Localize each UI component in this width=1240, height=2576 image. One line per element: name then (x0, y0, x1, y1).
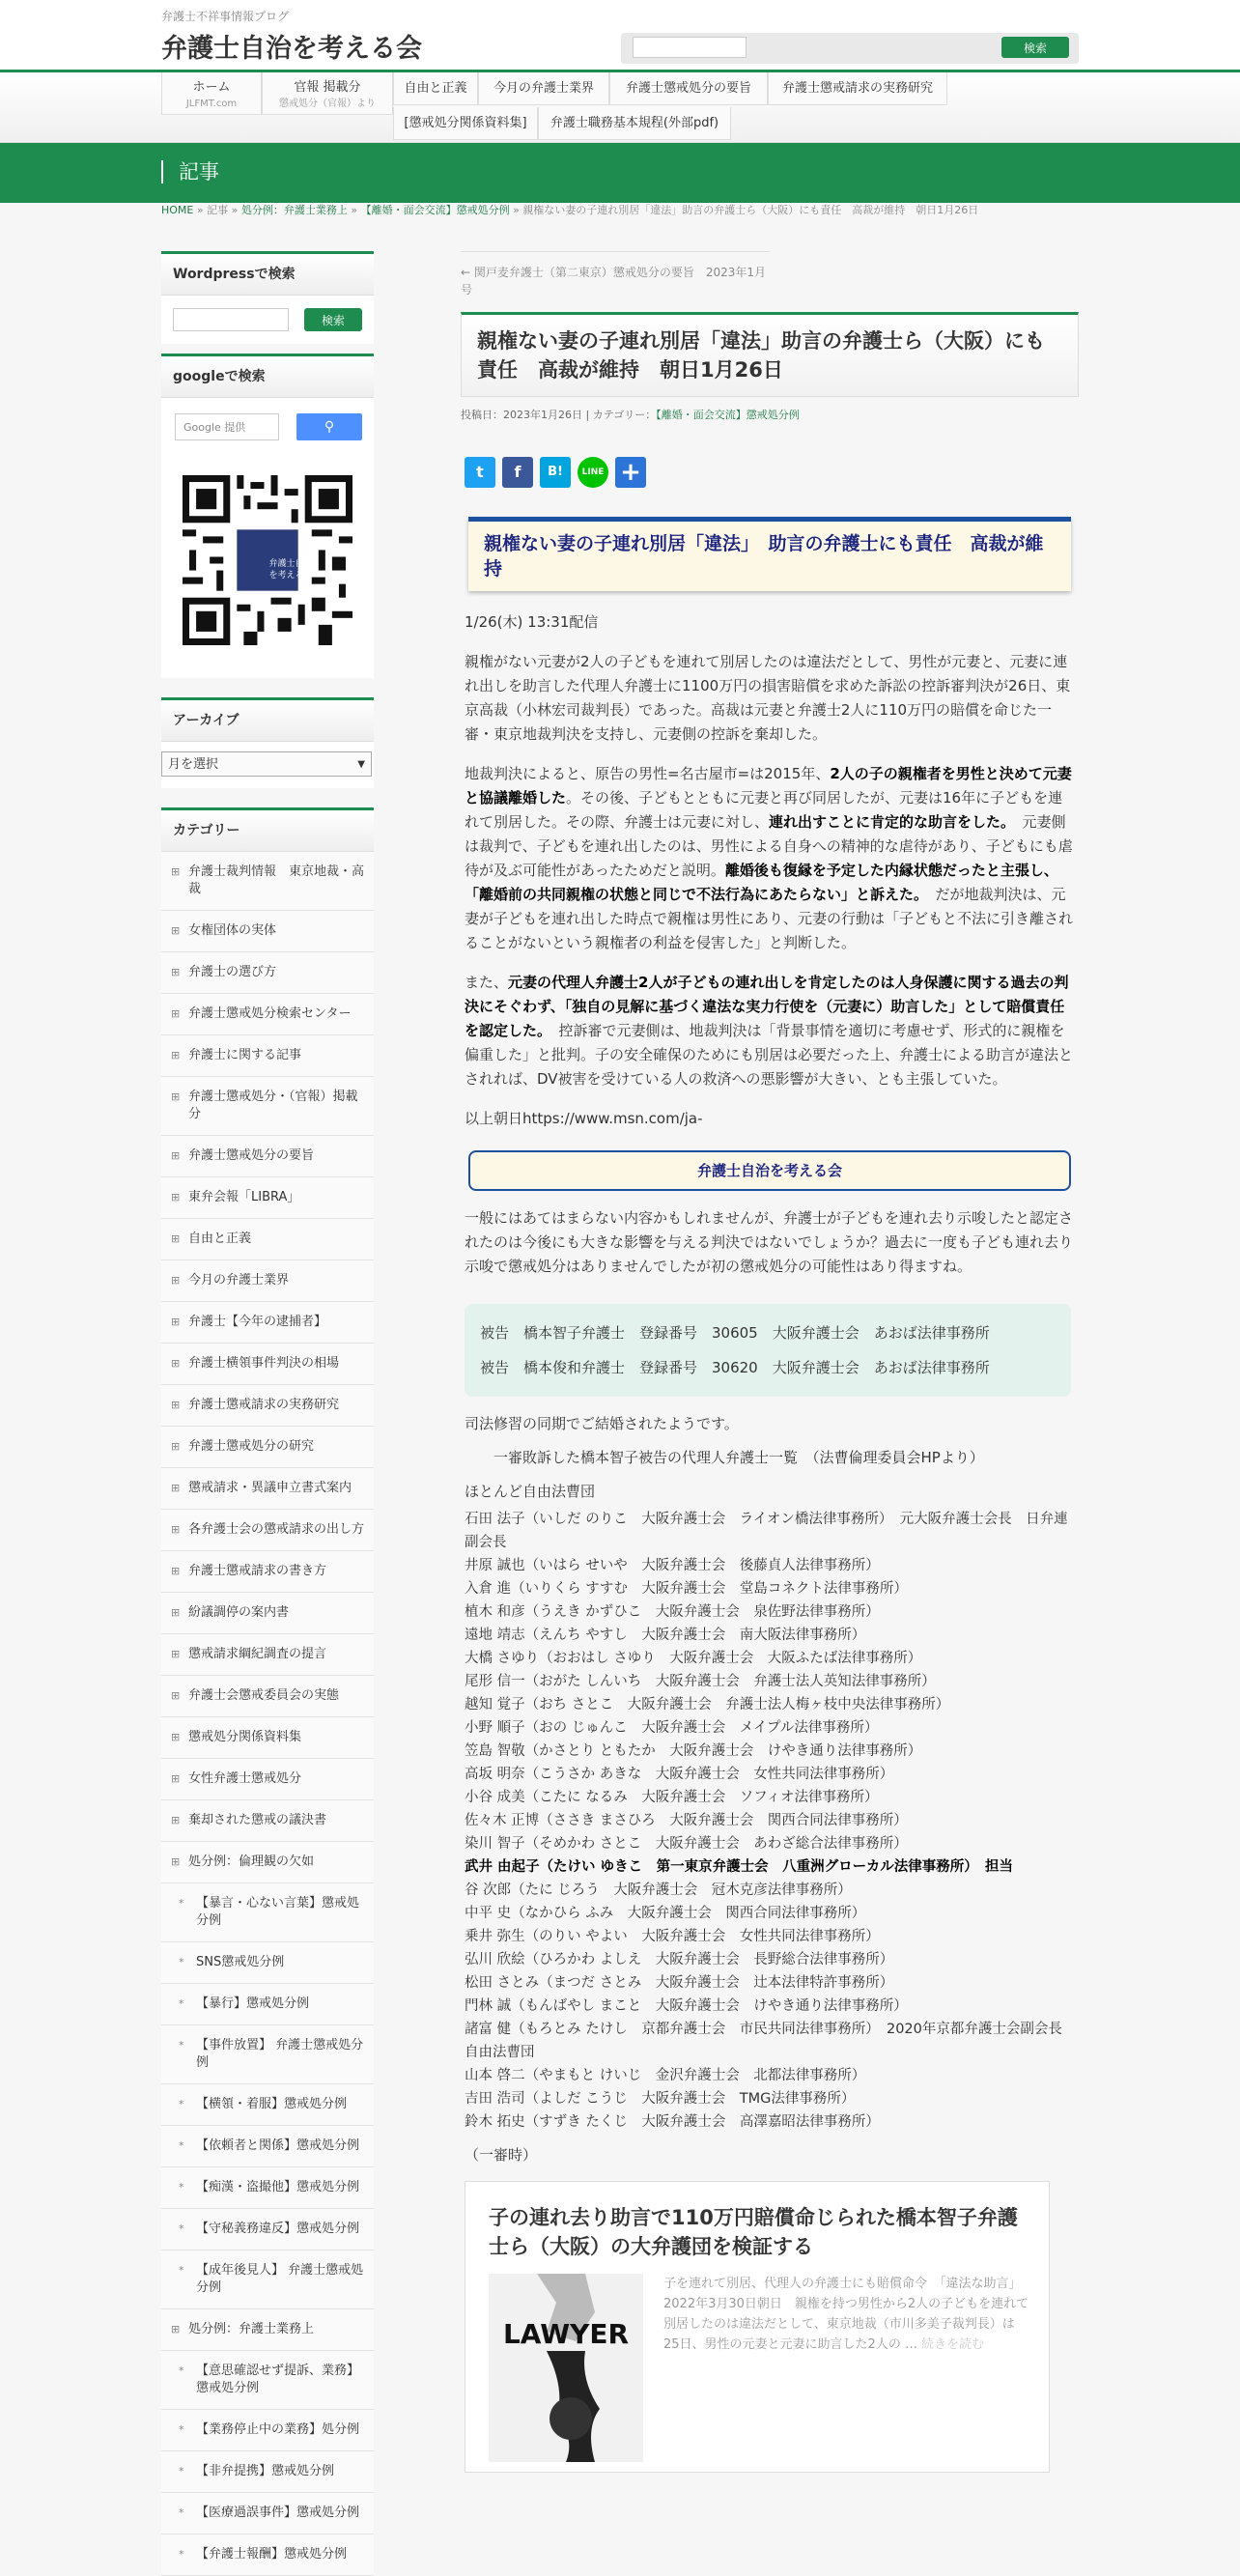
defendant-line: 被告 橋本智子弁護士 登録番号 30605 大阪弁護士会 あおば法律事務所 (480, 1324, 990, 1342)
crumb-cat2[interactable]: 【離婚・面会交流】懲戒処分例 (360, 204, 510, 216)
lawyer-list-item: 武井 由起子（たけい ゆきこ 第一東京弁護士会 八重洲グローカル法律事務所） 担当 (465, 1859, 1014, 1875)
site-name-pill: 弁護士自治を考える会 (468, 1150, 1071, 1191)
category-item[interactable]: * 【意思確認せず提訴、業務】懲戒処分例 (161, 2351, 374, 2410)
category-item[interactable]: ⊞ 弁護士の選び方 (161, 952, 374, 994)
lawyer-list-item: 小谷 成美（こたに なるみ 大阪弁護士会 ソフィオ法律事務所） (465, 1790, 879, 1805)
category-item[interactable]: ⊞ 懲戒請求綱紀調査の提言 (161, 1634, 374, 1676)
category-item[interactable]: ⊞ 紛議調停の案内書 (161, 1593, 374, 1634)
category-item[interactable]: * 【横領・着服】懲戒処分例 (161, 2084, 374, 2126)
category-item[interactable]: ⊞ 自由と正義 (161, 1219, 374, 1260)
lawyer-list-item: 弘川 欣絵（ひろかわ よしえ 大阪弁護士会 長野総合法律事務所） (465, 1952, 894, 1967)
read-more-link[interactable]: 続きを読む (921, 2337, 985, 2352)
category-item[interactable]: * 【守秘義務違反】懲戒処分例 (161, 2209, 374, 2250)
p2-text: 元妻側は裁判で、子どもを連れ出したのは、男性による自身への精神的な虐待があり、子どもにも虐待が及ぶ可能性があったためだと説明。 (465, 813, 1073, 879)
category-item[interactable]: * 【暴言・心ない言葉】懲戒処分例 (161, 1883, 374, 1942)
category-item[interactable]: * SNS懲戒処分例 (161, 1942, 374, 1984)
article (461, 251, 1079, 2473)
p3-text: また、 (465, 974, 509, 991)
p2-text: 地裁判決によると、原告の男性=名古屋市=は2015年、 (465, 765, 831, 782)
category-item[interactable]: ⊞ 弁護士裁判情報 東京地裁・高裁 (161, 852, 374, 911)
google-search-box (161, 398, 374, 678)
category-item[interactable]: ⊞ 弁護士懲戒請求の書き方 (161, 1551, 374, 1593)
archive-title: アーカイブ (161, 697, 374, 742)
nav-kitei[interactable]: 弁護士職務基本規程(外部pdf) (538, 107, 731, 140)
source-line: 以上朝日https://www.msn.com/ja- (465, 1110, 703, 1127)
header-search-input[interactable] (633, 37, 747, 58)
site-tagline: 弁護士不祥事情報ブログ (161, 10, 290, 23)
google-search-input[interactable]: Google 提供 (175, 413, 279, 440)
plus-icon: + (620, 458, 641, 487)
search-icon: ⚲ (324, 419, 335, 435)
crumb-sep: » (351, 204, 358, 216)
lawyer-list-item: 佐々木 正博（ささき まさひろ 大阪弁護士会 関西合同法律事務所） (465, 1813, 908, 1828)
lawyer-list-item: 石田 法子（いしだ のりこ 大阪弁護士会 ライオン橋法律事務所） 元大阪弁護士会長 日弁連副会長 (465, 1512, 1068, 1550)
category-item[interactable]: ⊞ 懲戒請求・異議申立書式案内 (161, 1468, 374, 1510)
defendants-box (465, 1304, 1071, 1397)
sidebar (161, 251, 374, 2576)
category-item[interactable]: ⊞ 弁護士に関する記事 (161, 1035, 374, 1077)
crumb-articles: 記事 (207, 204, 229, 216)
lawyer-list-item: 越知 覚子（おち さとこ 大阪弁護士会 弁護士法人梅ヶ枝中央法律事務所） (465, 1697, 950, 1713)
lawyer-list-item: 鈴木 拓史（すずき たくじ 大阪弁護士会 高澤嘉昭法律事務所） (465, 2114, 880, 2130)
share-buttons (461, 457, 1079, 492)
article-title: 親権ない妻の子連れ別居「違法」助言の弁護士ら（大阪）にも責任 高裁が維持 朝日1月26日 (461, 312, 1079, 397)
category-item[interactable]: * 【非弁提携】懲戒処分例 (161, 2451, 374, 2493)
hatena-icon: B! (548, 465, 563, 479)
article-headline: 親権ない妻の子連れ別居「違法」 助言の弁護士にも責任 高裁が維持 (468, 517, 1071, 591)
lawyer-image-text: LAWYER (502, 2318, 630, 2350)
nav-kanpo[interactable] (262, 72, 393, 115)
category-item[interactable]: ⊞ 各弁護士会の懲戒請求の出し方 (161, 1510, 374, 1551)
category-item[interactable]: * 【依頼者と関係】懲戒処分例 (161, 2126, 374, 2167)
category-item[interactable]: ⊞ 懲戒処分関係資料集 (161, 1717, 374, 1759)
related-post-image[interactable] (489, 2274, 643, 2462)
lawyer-list-item: 諸富 健（もろとみ たけし 京都弁護士会 市民共同法律事務所） 2020年京都弁護士会副会長 自由法曹団 (465, 2022, 1077, 2060)
line-share-button[interactable] (578, 457, 608, 488)
lawyer-list-item: 植木 和彦（うえき かずひこ 大阪弁護士会 泉佐野法律事務所） (465, 1604, 880, 1620)
nav-jiyu[interactable]: 自由と正義 (393, 72, 478, 105)
lawyer-list-item: 入倉 進（いりくら すすむ 大阪弁護士会 堂島コネクト法律事務所） (465, 1581, 908, 1597)
related-post-card[interactable] (465, 2181, 1050, 2473)
banner-title: 記事 (161, 160, 219, 184)
lawyer-list-item: 松田 さとみ（まつだ さとみ 大阪弁護士会 辻本法律特許事務所） (465, 1975, 894, 1991)
wp-search-title: Wordpressで検索 (161, 251, 374, 296)
category-item[interactable]: ⊞ 処分例：倫理観の欠如 (161, 1842, 374, 1883)
qr-label: 弁護士自治を考える会 (268, 559, 313, 580)
more-share-button[interactable] (615, 457, 646, 488)
article-date: 1/26(木) 13:31配信 (465, 613, 599, 631)
prev-post-link[interactable]: ← 関戸麦弁護士（第二東京）懲戒処分の要旨 2023年1月号 (461, 251, 770, 298)
paragraph-4: 一般にはあてはまらない内容かもしれませんが、弁護士が子どもを連れ去り示唆したと認定されたのは今後にも大きな影響を与える判決ではないでしょうか？過去に一度も子ども連れ去り示唆で懲戒処分はありませんでしたが初の懲戒処分の可能性はあり得ますね。 (465, 1209, 1074, 1275)
google-search-title: googleで検索 (161, 354, 374, 398)
header-search-button[interactable]: 検索 (1001, 37, 1069, 58)
category-list (161, 852, 374, 2576)
category-item[interactable]: * 【弁護士報酬】懲戒処分例 (161, 2534, 374, 2576)
paragraph-1: 親権がない元妻が2人の子どもを連れて別居したのは違法だとして、男性が元妻と、元妻に連れ出しを助言した代理人弁護士に1100万円の損害賠償を求めた訴訟の控訴審判決が26日、東京高裁（小林宏司裁判長）であった。高裁は元妻と弁護士2人に110万円の賠償を命じた一審・東京地裁判決を支持し、元妻側の控訴を棄却した。 (465, 653, 1071, 743)
lawyer-list-item: 井原 誠也（いはら せいや 大阪弁護士会 後藤貞人法律事務所） (465, 1558, 880, 1573)
nav-kanpo-label: 官報 掲載分 (294, 80, 361, 95)
crumb-sep: » (513, 204, 520, 216)
wp-search-button[interactable]: 検索 (304, 308, 362, 331)
nav-home-label: ホーム (192, 80, 231, 95)
lawyer-image-icon (489, 2274, 643, 2462)
related-post-excerpt (663, 2274, 1029, 2355)
related-post-title[interactable]: 子の連れ去り助言で110万円賠償命じられた橋本智子弁護士ら（大阪）の大弁護団を検証する (489, 2206, 1018, 2258)
nav-kongetsu[interactable]: 今月の弁護士業界 (478, 72, 609, 105)
category-item[interactable]: ⊞ 今月の弁護士業界 (161, 1260, 374, 1302)
crumb-sep: » (196, 204, 204, 216)
lawyer-list-item: 門林 誠（もんばやし まこと 大阪弁護士会 けやき通り法律事務所） (465, 1998, 908, 2014)
lawyer-list-item: 吉田 浩司（よしだ こうじ 大阪弁護士会 TMG法律事務所） (465, 2091, 856, 2107)
paragraph-2 (465, 762, 1075, 955)
category-item[interactable]: * 【医療過誤事件】懲戒処分例 (161, 2493, 374, 2534)
lawyer-list-item: 乗井 弥生（のりい やよい 大阪弁護士会 女性共同法律事務所） (465, 1929, 880, 1944)
category-item[interactable]: * 【暴行】懲戒処分例 (161, 1984, 374, 2025)
nav-kanpo-sub: 懲戒処分（官報）より (279, 99, 376, 109)
category-item[interactable]: ⊞ 弁護士会懲戒委員会の実態 (161, 1676, 374, 1717)
site-header (0, 4, 1240, 70)
wp-search-input[interactable] (173, 308, 289, 331)
category-item[interactable]: ⊞ 弁護士懲戒処分の要旨 (161, 1136, 374, 1177)
excerpt-text: 子を連れて別居、代理人の弁護士にも賠償命令 「違法な助言」2022年3月30日朝日 親権を持つ男性から2人の子どもを連れて別居したのは違法だとして、東京地裁（市川多美子裁判長）は25日、男性の元妻と元妻に助言した2人の … (663, 2277, 1029, 2352)
paragraph-3 (465, 971, 1075, 1091)
category-item[interactable]: * 【痴漢・盗撮他】懲戒処分例 (161, 2167, 374, 2209)
lawyer-list-item: 大橋 さゆり（おおはし さゆり 大阪弁護士会 大阪ふたば法律事務所） (465, 1651, 922, 1666)
category-item[interactable]: ⊞ 弁護士懲戒処分・（官報）掲載分 (161, 1077, 374, 1136)
p2-bold: 2人の子の親権者を男性と決めて元妻と協議離婚した (465, 765, 1072, 807)
lawyer-list-item: 小野 順子（おの じゅんこ 大阪弁護士会 メイプル法律事務所） (465, 1720, 879, 1736)
main-nav (0, 72, 1240, 143)
p2-text: 。その後、子どもとともに元妻と再び同居したが、元妻は16年に子どもを連れて別居した。その際、弁護士は元妻に対し、 (465, 789, 1063, 831)
site-title[interactable]: 弁護士自治を考える会 (161, 34, 422, 64)
category-item[interactable]: ⊞ 棄却された懲戒の議決書 (161, 1800, 374, 1842)
hatena-share-button[interactable] (540, 457, 571, 488)
breadcrumb (161, 202, 978, 217)
category-item[interactable]: ⊞ 女権団体の実体 (161, 911, 374, 952)
category-item[interactable]: ⊞ 弁護士懲戒請求の実務研究 (161, 1385, 374, 1427)
paragraph-8: （一審時） (465, 2146, 538, 2164)
nav-jitsumu[interactable]: 弁護士懲戒請求の実務研究 (768, 72, 947, 105)
p2-text: だが地裁判決は、元妻が子どもを連れ出した時点で親権は男性にあり、元妻の行動は「子どもと不法に引き離されることがないという親権者の利益を侵害した」と判断した。 (465, 886, 1074, 951)
nav-shiryo[interactable]: [懲戒処分関係資料集] (393, 107, 538, 140)
twitter-share-button[interactable] (465, 457, 495, 488)
facebook-share-button[interactable] (502, 457, 533, 488)
page-banner (0, 143, 1240, 203)
article-meta (461, 407, 1079, 422)
header-search (621, 33, 1079, 64)
lawyer-list-item: 谷 次郎（たに じろう 大阪弁護士会 冠木克彦法律事務所） (465, 1882, 852, 1898)
lawyer-list (465, 1508, 1075, 2134)
paragraph-5: 司法修習の同期でご結婚されたようです。 (465, 1415, 739, 1432)
category-title: カテゴリー (161, 807, 374, 852)
category-item[interactable]: * 【成年後見人】 弁護士懲戒処分例 (161, 2250, 374, 2309)
crumb-home[interactable]: HOME (161, 204, 194, 216)
archive-select[interactable] (161, 751, 372, 777)
lawyer-list-item: 染川 智子（そめかわ さとこ 大阪弁護士会 あわざ総合法律事務所） (465, 1836, 908, 1852)
crumb-cat1[interactable]: 処分例：弁護士業務上 (240, 204, 348, 216)
category-item[interactable]: * 【業務停止中の業務】処分例 (161, 2410, 374, 2451)
facebook-icon: f (514, 463, 521, 481)
nav-home-sub: JLFMT.com (185, 99, 238, 109)
crumb-sep: » (231, 204, 239, 216)
category-item[interactable]: ⊞ 東弁会報「LIBRA」 (161, 1177, 374, 1219)
lawyer-list-item: 遠地 靖志（えんち やすし 大阪弁護士会 南大阪法律事務所） (465, 1628, 866, 1643)
paragraph-6: 一審敗訴した橋本智子被告の代理人弁護士一覧 （法曹倫理委員会HPより） (465, 1449, 984, 1466)
wp-search-box (161, 296, 374, 344)
chevron-down-icon: ▼ (357, 759, 365, 770)
category-item[interactable]: ⊞ 弁護士横領事件判決の相場 (161, 1344, 374, 1385)
paragraph-7: ほとんど自由法曹団 (465, 1483, 596, 1500)
category-item[interactable]: ⊞ 処分例：弁護士業務上 (161, 2309, 374, 2351)
lawyer-list-item: 山本 啓二（やまもと けいじ 金沢弁護士会 北都法律事務所） (465, 2068, 866, 2083)
lawyer-list-item: 高坂 明奈（こうさか あきな 大阪弁護士会 女性共同法律事務所） (465, 1767, 894, 1782)
archive-box (161, 742, 374, 788)
meta-prefix: 投稿日：2023年1月26日 | カテゴリー： (461, 409, 657, 421)
p2-bold: 離婚後も復縁を予定した内縁状態だったと主張し、「離婚前の共同親権の状態と同じで不法行為にあたらない」と訴えた。 (465, 862, 1058, 903)
crumb-current: 親権ない妻の子連れ別居「違法」助言の弁護士ら（大阪）にも責任 高裁が維持 朝日1月26日 (522, 204, 979, 216)
p3-bold: 元妻の代理人弁護士2人が子どもの連れ出しを肯定したのは人身保護に関する過去の判決にそぐわず、「独自の見解に基づく違法な実力行使を（元妻に）助言した」として賠償責任を認定した。 (465, 974, 1069, 1039)
lawyer-list-item: 笠島 智敬（かさとり ともたか 大阪弁護士会 けやき通り法律事務所） (465, 1743, 922, 1759)
category-item[interactable]: ⊞ 女性弁護士懲戒処分 (161, 1759, 374, 1800)
line-icon: LINE (581, 467, 605, 477)
category-item[interactable]: ⊞ 弁護士懲戒処分検索センター (161, 994, 374, 1035)
google-search-button[interactable] (296, 413, 362, 440)
archive-select-value: 月を選択 (168, 757, 219, 772)
nav-home[interactable] (161, 72, 262, 115)
p3-text: 控訴審で元妻側は、地裁判決は「背景事情を適切に考慮せず、形式的に親権を偏重した」と批判。子の安全確保のためにも別居は必要だった上、弁護士による助言が違法とされれば、DV被害を受けている人の救済への悪影響が大きい、とも主張していた。 (465, 1022, 1074, 1088)
meta-category-link[interactable]: 【離婚・面会交流】懲戒処分例 (656, 409, 800, 421)
defendant-line: 被告 橋本俊和弁護士 登録番号 30620 大阪弁護士会 あおば法律事務所 (480, 1359, 990, 1376)
twitter-icon: t (476, 463, 484, 481)
lawyer-list-item: 尾形 信一（おがた しんいち 大阪弁護士会 弁護士法人英知法律事務所） (465, 1674, 936, 1689)
category-item[interactable]: * 【事件放置】 弁護士懲戒処分例 (161, 2025, 374, 2084)
p2-bold: 連れ出すことに肯定的な助言をした。 (769, 813, 1008, 831)
lawyer-list-item: 中平 史（なかひら ふみ 大阪弁護士会 関西合同法律事務所） (465, 1906, 866, 1921)
category-item[interactable]: ⊞ 弁護士懲戒処分の研究 (161, 1427, 374, 1468)
category-item[interactable]: ⊞ 弁護士【今年の逮捕者】 (161, 1302, 374, 1344)
nav-yoshi[interactable]: 弁護士懲戒処分の要旨 (609, 72, 768, 105)
